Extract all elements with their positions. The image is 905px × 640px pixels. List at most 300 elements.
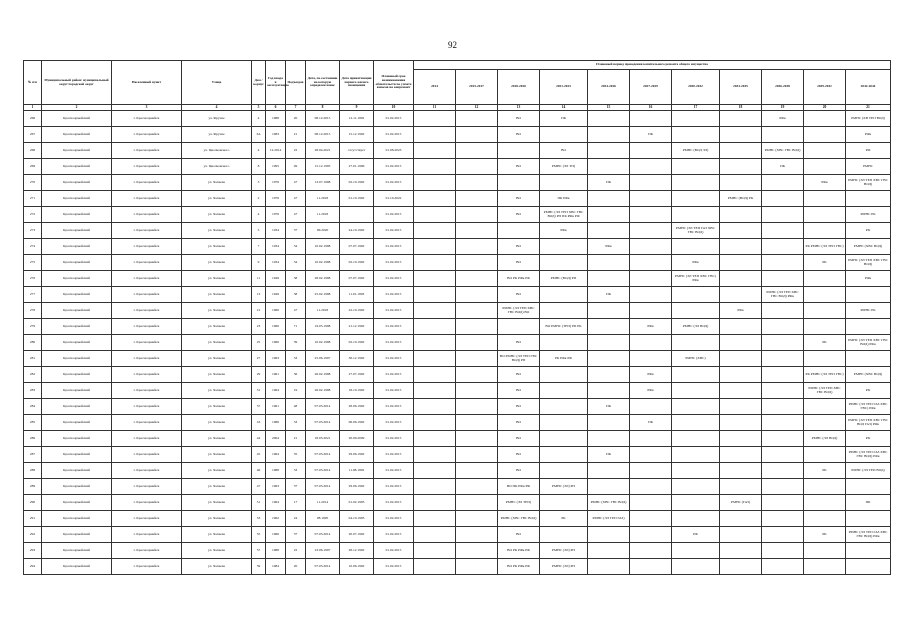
cell-work-2018-2020: ВО [498,447,540,463]
cell-house: 4 [252,207,266,223]
cell-work-2014 [414,463,456,479]
header-period-2014: 2014 [414,70,456,105]
column-number: 20 [804,105,846,111]
cell-entrances: 37 [286,223,306,239]
cell-work-2033-2035 [720,415,762,431]
cell-work-2036-2038 [762,351,804,367]
cell-period-start: 01.02.2015 [374,479,414,495]
cell-settlement: г. Красноармейск [112,431,182,447]
cell-first-repair: 30.12.1992 [340,351,374,367]
cell-work-2014 [414,335,456,351]
cell-work-2039-2041 [804,495,846,511]
cell-house: 23 [252,319,266,335]
cell-work-2039-2041 [804,207,846,223]
cell-first-repair: отсутствует [340,143,374,159]
cell-work-2014 [414,223,456,239]
cell-year: 1949 [266,271,286,287]
cell-work-2021-2023: РФк [540,223,588,239]
cell-first-repair: 04.10.1993 [340,511,374,527]
cell-work-2033-2035 [720,543,762,559]
cell-work-2014 [414,127,456,143]
cell-period-start: 01.02.2015 [374,303,414,319]
cell-work-2024-2026 [588,303,630,319]
cell-work-2018-2020: ВО [498,191,540,207]
cell-year: 1962 [266,511,286,527]
cell-work-2015-2017 [456,319,498,335]
cell-street: ул. Фрунзе [182,111,252,127]
cell-work-2024-2026: РМНС (ХВС ГВС ВОД) [588,495,630,511]
cell-work-2030-2032: РМНС (ЭЛ ВОД) [672,319,720,335]
cell-house: 25 [252,335,266,351]
table-row [24,319,891,335]
cell-work-2039-2041 [804,223,846,239]
cell-work-2015-2017 [456,495,498,511]
cell-survey-date: 07.03.2014 [306,463,340,479]
cell-survey-date: 11.2014 [306,495,340,511]
cell-work-2030-2032 [672,367,720,383]
cell-house: 11 [252,271,266,287]
cell-work-2030-2032 [672,175,720,191]
cell-work-2021-2023: РК [540,511,588,527]
cell-row-number: 273 [24,223,42,239]
header-survey-date: Дата, по состоянию на которую определен износ [306,61,340,105]
cell-settlement: г. Красноармейск [112,271,182,287]
cell-work-2030-2032: РФ [672,527,720,543]
header-street: Улица [182,61,252,105]
cell-work-2042-2044 [846,191,891,207]
cell-work-2018-2020: ВО [498,415,540,431]
cell-work-2027-2029: РФк [630,383,672,399]
cell-year: 1961 [266,399,286,415]
cell-work-2021-2023 [540,239,588,255]
cell-district: Красноармейский [42,431,112,447]
cell-work-2036-2038 [762,223,804,239]
cell-work-2036-2038 [762,543,804,559]
cell-work-2027-2029 [630,111,672,127]
cell-work-2033-2035 [720,351,762,367]
cell-work-2024-2026 [588,207,630,223]
cell-work-2021-2023 [540,175,588,191]
cell-settlement: г. Красноармейск [112,111,182,127]
cell-work-2014 [414,399,456,415]
cell-work-2014 [414,207,456,223]
cell-work-2015-2017 [456,271,498,287]
cell-work-2021-2023: РМНС (ЭЛ ТП) [540,159,588,175]
cell-work-2018-2020: ВО ПК РФк РФ [498,479,540,495]
table-row [24,127,891,143]
column-number: 9 [340,105,374,111]
cell-period-start: 01.02.2015 [374,239,414,255]
cell-year: 1986 [266,415,286,431]
cell-first-repair: 07.07.1992 [340,239,374,255]
cell-settlement: г. Красноармейск [112,303,182,319]
cell-row-number: 279 [24,319,42,335]
cell-work-2027-2029 [630,479,672,495]
cell-survey-date: 07.03.2014 [306,447,340,463]
cell-settlement: г. Красноармейск [112,527,182,543]
cell-work-2024-2026 [588,255,630,271]
cell-entrances: 33 [286,415,306,431]
cell-work-2036-2038 [762,495,804,511]
cell-period-start: 01.02.2015 [374,351,414,367]
cell-work-2014 [414,527,456,543]
cell-period-start: 01.02.2015 [374,463,414,479]
cell-settlement: г. Красноармейск [112,511,182,527]
cell-work-2024-2026 [588,383,630,399]
cell-work-2014 [414,559,456,575]
cell-work-2024-2026 [588,351,630,367]
cell-work-2030-2032 [672,111,720,127]
cell-street: ул. Чапаева [182,271,252,287]
cell-settlement: г. Красноармейск [112,367,182,383]
cell-settlement: г. Красноармейск [112,159,182,175]
cell-work-2039-2041: РК РМНС (ЭЛ ТЕП ГВС) [804,239,846,255]
cell-street: ул. Чапаева [182,223,252,239]
cell-period-start: 01.08.2023 [374,143,414,159]
cell-work-2039-2041: РФк [804,175,846,191]
cell-work-2015-2017 [456,287,498,303]
cell-work-2015-2017 [456,463,498,479]
cell-year: 1995 [266,159,286,175]
cell-work-2033-2035 [720,255,762,271]
table-row [24,511,891,527]
cell-work-2024-2026 [588,127,630,143]
cell-district: Красноармейский [42,399,112,415]
cell-house: 57 [252,543,266,559]
cell-district: Красноармейский [42,223,112,239]
cell-house: 47 [252,479,266,495]
cell-first-repair: 27.07.1992 [340,367,374,383]
cell-work-2042-2044 [846,287,891,303]
cell-survey-date: 28.02.1998 [306,271,340,287]
cell-survey-date: 07.03.2014 [306,415,340,431]
cell-district: Красноармейский [42,239,112,255]
cell-district: Красноармейский [42,383,112,399]
cell-street: ул. Чапаева [182,463,252,479]
cell-work-2024-2026 [588,143,630,159]
cell-work-2015-2017 [456,511,498,527]
cell-district: Красноармейский [42,527,112,543]
cell-work-2015-2017 [456,415,498,431]
table-row [24,255,891,271]
cell-entrances: 34 [286,255,306,271]
cell-district: Красноармейский [42,191,112,207]
cell-settlement: г. Красноармейск [112,175,182,191]
cell-work-2024-2026 [588,527,630,543]
cell-settlement: г. Красноармейск [112,335,182,351]
cell-street: ул. Чапаева [182,287,252,303]
cell-work-2027-2029 [630,511,672,527]
cell-work-2030-2032 [672,207,720,223]
cell-row-number: 270 [24,175,42,191]
cell-work-2018-2020: ВО [498,159,540,175]
cell-district: Красноармейский [42,271,112,287]
cell-work-2033-2035: РФк [720,303,762,319]
cell-first-repair: 10.06.1992 [340,559,374,575]
cell-work-2027-2029 [630,159,672,175]
cell-entrances: 37 [286,479,306,495]
cell-work-2021-2023 [540,495,588,511]
cell-work-2039-2041 [804,111,846,127]
cell-work-2018-2020: ВО [498,527,540,543]
cell-work-2030-2032 [672,287,720,303]
cell-work-2014 [414,287,456,303]
cell-work-2024-2026 [588,319,630,335]
cell-work-2033-2035 [720,367,762,383]
cell-work-2021-2023 [540,383,588,399]
cell-work-2015-2017 [456,111,498,127]
cell-first-repair: 20.07.1992 [340,527,374,543]
cell-period-start: 01.02.2015 [374,367,414,383]
cell-work-2021-2023 [540,127,588,143]
cell-work-2027-2029 [630,351,672,367]
cell-work-2042-2044: РМНС (ХВС ВОД) [846,239,891,255]
cell-settlement: г. Красноармейск [112,191,182,207]
cell-work-2039-2041 [804,127,846,143]
cell-first-repair: 06.06.1992 [340,415,374,431]
cell-first-repair: 02.10.1992 [340,335,374,351]
cell-work-2036-2038: РМНС (ЭЛ ТЕП ХВС ГВС ВОД) РФк [762,287,804,303]
cell-work-2033-2035 [720,223,762,239]
cell-work-2021-2023 [540,399,588,415]
cell-work-2015-2017 [456,143,498,159]
cell-work-2024-2026: ПК [588,287,630,303]
cell-work-2039-2041 [804,319,846,335]
cell-year: 1934 [266,223,286,239]
cell-house: 3А [252,127,266,143]
cell-district: Красноармейский [42,175,112,191]
cell-work-2042-2044 [846,511,891,527]
column-number: 4 [182,105,252,111]
cell-year: 1960 [266,335,286,351]
cell-survey-date: 08.12.2015 [306,111,340,127]
cell-first-repair: 20.09.2009 [340,431,374,447]
cell-work-2015-2017 [456,303,498,319]
cell-period-start: 01.02.2015 [374,159,414,175]
cell-work-2036-2038 [762,431,804,447]
cell-work-2027-2029 [630,527,672,543]
header-period-2036-2038: 2036-2038 [762,70,804,105]
table-row [24,495,891,511]
cell-street: ул. Чапаева [182,559,252,575]
cell-work-2024-2026: ПК [588,399,630,415]
cell-period-start: 01.02.2015 [374,431,414,447]
cell-house: 45 [252,447,266,463]
cell-work-2021-2023: ПК РФк [540,191,588,207]
cell-street: ул. Чапаева [182,255,252,271]
cell-row-number: 268 [24,143,42,159]
cell-work-2015-2017 [456,351,498,367]
column-number: 5 [252,105,266,111]
cell-survey-date: 10.02.1998 [306,255,340,271]
cell-row-number: 281 [24,351,42,367]
cell-work-2030-2032: РМНС (ЭЛ ТЕП ГАЗ ХВС ГВС ВОД) [672,223,720,239]
header-period-2021-2023: 2021-2023 [540,70,588,105]
column-number: 8 [306,105,340,111]
cell-first-repair: 02.10.1992 [340,255,374,271]
cell-work-2036-2038 [762,127,804,143]
column-number: 17 [672,105,720,111]
cell-work-2014 [414,367,456,383]
cell-work-2015-2017 [456,447,498,463]
cell-entrances: 71 [286,319,306,335]
cell-work-2018-2020: ВО РМНС (ЭЛ ТЕП ГВС ВОД) РП [498,351,540,367]
cell-district: Красноармейский [42,511,112,527]
cell-work-2030-2032 [672,415,720,431]
cell-house: 21 [252,303,266,319]
cell-work-2014 [414,351,456,367]
cell-street: ул. Чапаева [182,239,252,255]
cell-work-2015-2017 [456,431,498,447]
cell-work-2039-2041 [804,159,846,175]
table-row [24,287,891,303]
column-number: 2 [42,105,112,111]
column-number: 6 [266,105,286,111]
cell-street: ул. Чапаева [182,351,252,367]
cell-work-2027-2029: ПК [630,415,672,431]
cell-settlement: г. Красноармейск [112,495,182,511]
table-row [24,223,891,239]
cell-work-2018-2020: ВО [498,111,540,127]
cell-first-repair: 02.10.1992 [340,175,374,191]
column-number: 12 [456,105,498,111]
table-row [24,543,891,559]
cell-row-number: 272 [24,207,42,223]
cell-street: ул. Чапаева [182,527,252,543]
cell-work-2030-2032 [672,431,720,447]
cell-work-2021-2023: РМНС (ЭЛ ТЕП ХВС ГВС ВОД) РП ПК РФк РФ [540,207,588,223]
cell-work-2014 [414,383,456,399]
cell-year: 1964 [266,383,286,399]
cell-row-number: 285 [24,415,42,431]
table-row [24,191,891,207]
cell-work-2042-2044: РМНС (ЭЛ ТЕП ГАЗ ХВС ГВС ВОД) РФк [846,527,891,543]
cell-work-2027-2029 [630,335,672,351]
cell-survey-date: 26.02.1998 [306,367,340,383]
table-row [24,335,891,351]
cell-work-2024-2026 [588,335,630,351]
table-row [24,175,891,191]
cell-work-2030-2032 [672,447,720,463]
cell-work-2036-2038: РМНС (ХВС ГВС ВОД) [762,143,804,159]
cell-work-2018-2020: ВО [498,383,540,399]
cell-work-2015-2017 [456,543,498,559]
cell-work-2015-2017 [456,159,498,175]
cell-work-2021-2023: РМНС (ЭЛ) РП [540,479,588,495]
cell-period-start: 01.02.2015 [374,415,414,431]
header-period: Плановый срок возникновения обязательств по уплате взносов на капремонт [374,61,414,105]
cell-row-number: 276 [24,271,42,287]
cell-work-2033-2035: РМНС (ГАЗ) [720,495,762,511]
cell-work-2033-2035 [720,527,762,543]
cell-work-2024-2026 [588,191,630,207]
cell-entrances: 24 [286,511,306,527]
cell-house: 4 [252,111,266,127]
cell-work-2039-2041: РК [804,527,846,543]
cell-period-start: 01.02.2015 [374,399,414,415]
header-period-2033-2035: 2033-2035 [720,70,762,105]
cell-survey-date: 19.05.1998 [306,319,340,335]
cell-first-repair: 29.06.1992 [340,479,374,495]
cell-year: 1961 [266,367,286,383]
cell-work-2021-2023 [540,255,588,271]
cell-work-2033-2035 [720,287,762,303]
cell-period-start: 01.02.2015 [374,511,414,527]
cell-work-2030-2032 [672,479,720,495]
cell-period-start: 01.02.2015 [374,111,414,127]
cell-year: 1964 [266,447,286,463]
cell-row-number: 292 [24,527,42,543]
cell-work-2014 [414,255,456,271]
cell-survey-date: 07.03.2014 [306,559,340,575]
table-row [24,383,891,399]
cell-work-2042-2044: РФк [846,127,891,143]
cell-work-2027-2029 [630,287,672,303]
cell-work-2030-2032 [672,191,720,207]
cell-entrances: 35 [286,447,306,463]
cell-survey-date: 08.12.2015 [306,127,340,143]
table-row [24,159,891,175]
cell-work-2042-2044 [846,351,891,367]
cell-period-start: 01.02.2015 [374,495,414,511]
cell-work-2030-2032 [672,303,720,319]
cell-house: 3 [252,175,266,191]
cell-district: Красноармейский [42,287,112,303]
cell-first-repair: 11.01.1993 [340,287,374,303]
cell-work-2036-2038 [762,255,804,271]
cell-work-2030-2032: РМНС (ХВС) [672,351,720,367]
cell-district: Красноармейский [42,447,112,463]
cell-street: ул. Циолковского [182,143,252,159]
cell-work-2039-2041 [804,271,846,287]
cell-work-2024-2026 [588,159,630,175]
cell-work-2027-2029: РФк [630,319,672,335]
cell-entrances: 39 [286,335,306,351]
cell-year: 1976 [266,191,286,207]
cell-district: Красноармейский [42,319,112,335]
table-row [24,143,891,159]
cell-work-2033-2035 [720,463,762,479]
cell-settlement: г. Красноармейск [112,239,182,255]
cell-street: ул. Чапаева [182,447,252,463]
cell-work-2033-2035 [720,447,762,463]
cell-work-2039-2041: РК [804,335,846,351]
cell-work-2024-2026: РФк [588,239,630,255]
cell-work-2018-2020: ВО [498,399,540,415]
cell-year: 1988 [266,111,286,127]
cell-work-2033-2035 [720,319,762,335]
cell-work-2015-2017 [456,191,498,207]
cell-work-2014 [414,111,456,127]
table-row [24,399,891,415]
cell-period-start: 01.10.2022 [374,191,414,207]
cell-work-2042-2044: РМНС (ЭЛ ТЕП ХВС ГВС ВОД) РФк [846,335,891,351]
cell-row-number: 274 [24,239,42,255]
cell-work-2030-2032 [672,399,720,415]
cell-work-2036-2038 [762,319,804,335]
cell-district: Красноармейский [42,479,112,495]
cell-row-number: 286 [24,431,42,447]
cell-year: 1949 [266,287,286,303]
column-number: 7 [286,105,306,111]
cell-work-2042-2044: РФк [846,271,891,287]
cell-settlement: г. Красноармейск [112,463,182,479]
cell-work-2030-2032 [672,383,720,399]
cell-work-2030-2032 [672,159,720,175]
cell-row-number: 290 [24,495,42,511]
cell-work-2014 [414,303,456,319]
cell-first-repair: 24.10.1992 [340,223,374,239]
